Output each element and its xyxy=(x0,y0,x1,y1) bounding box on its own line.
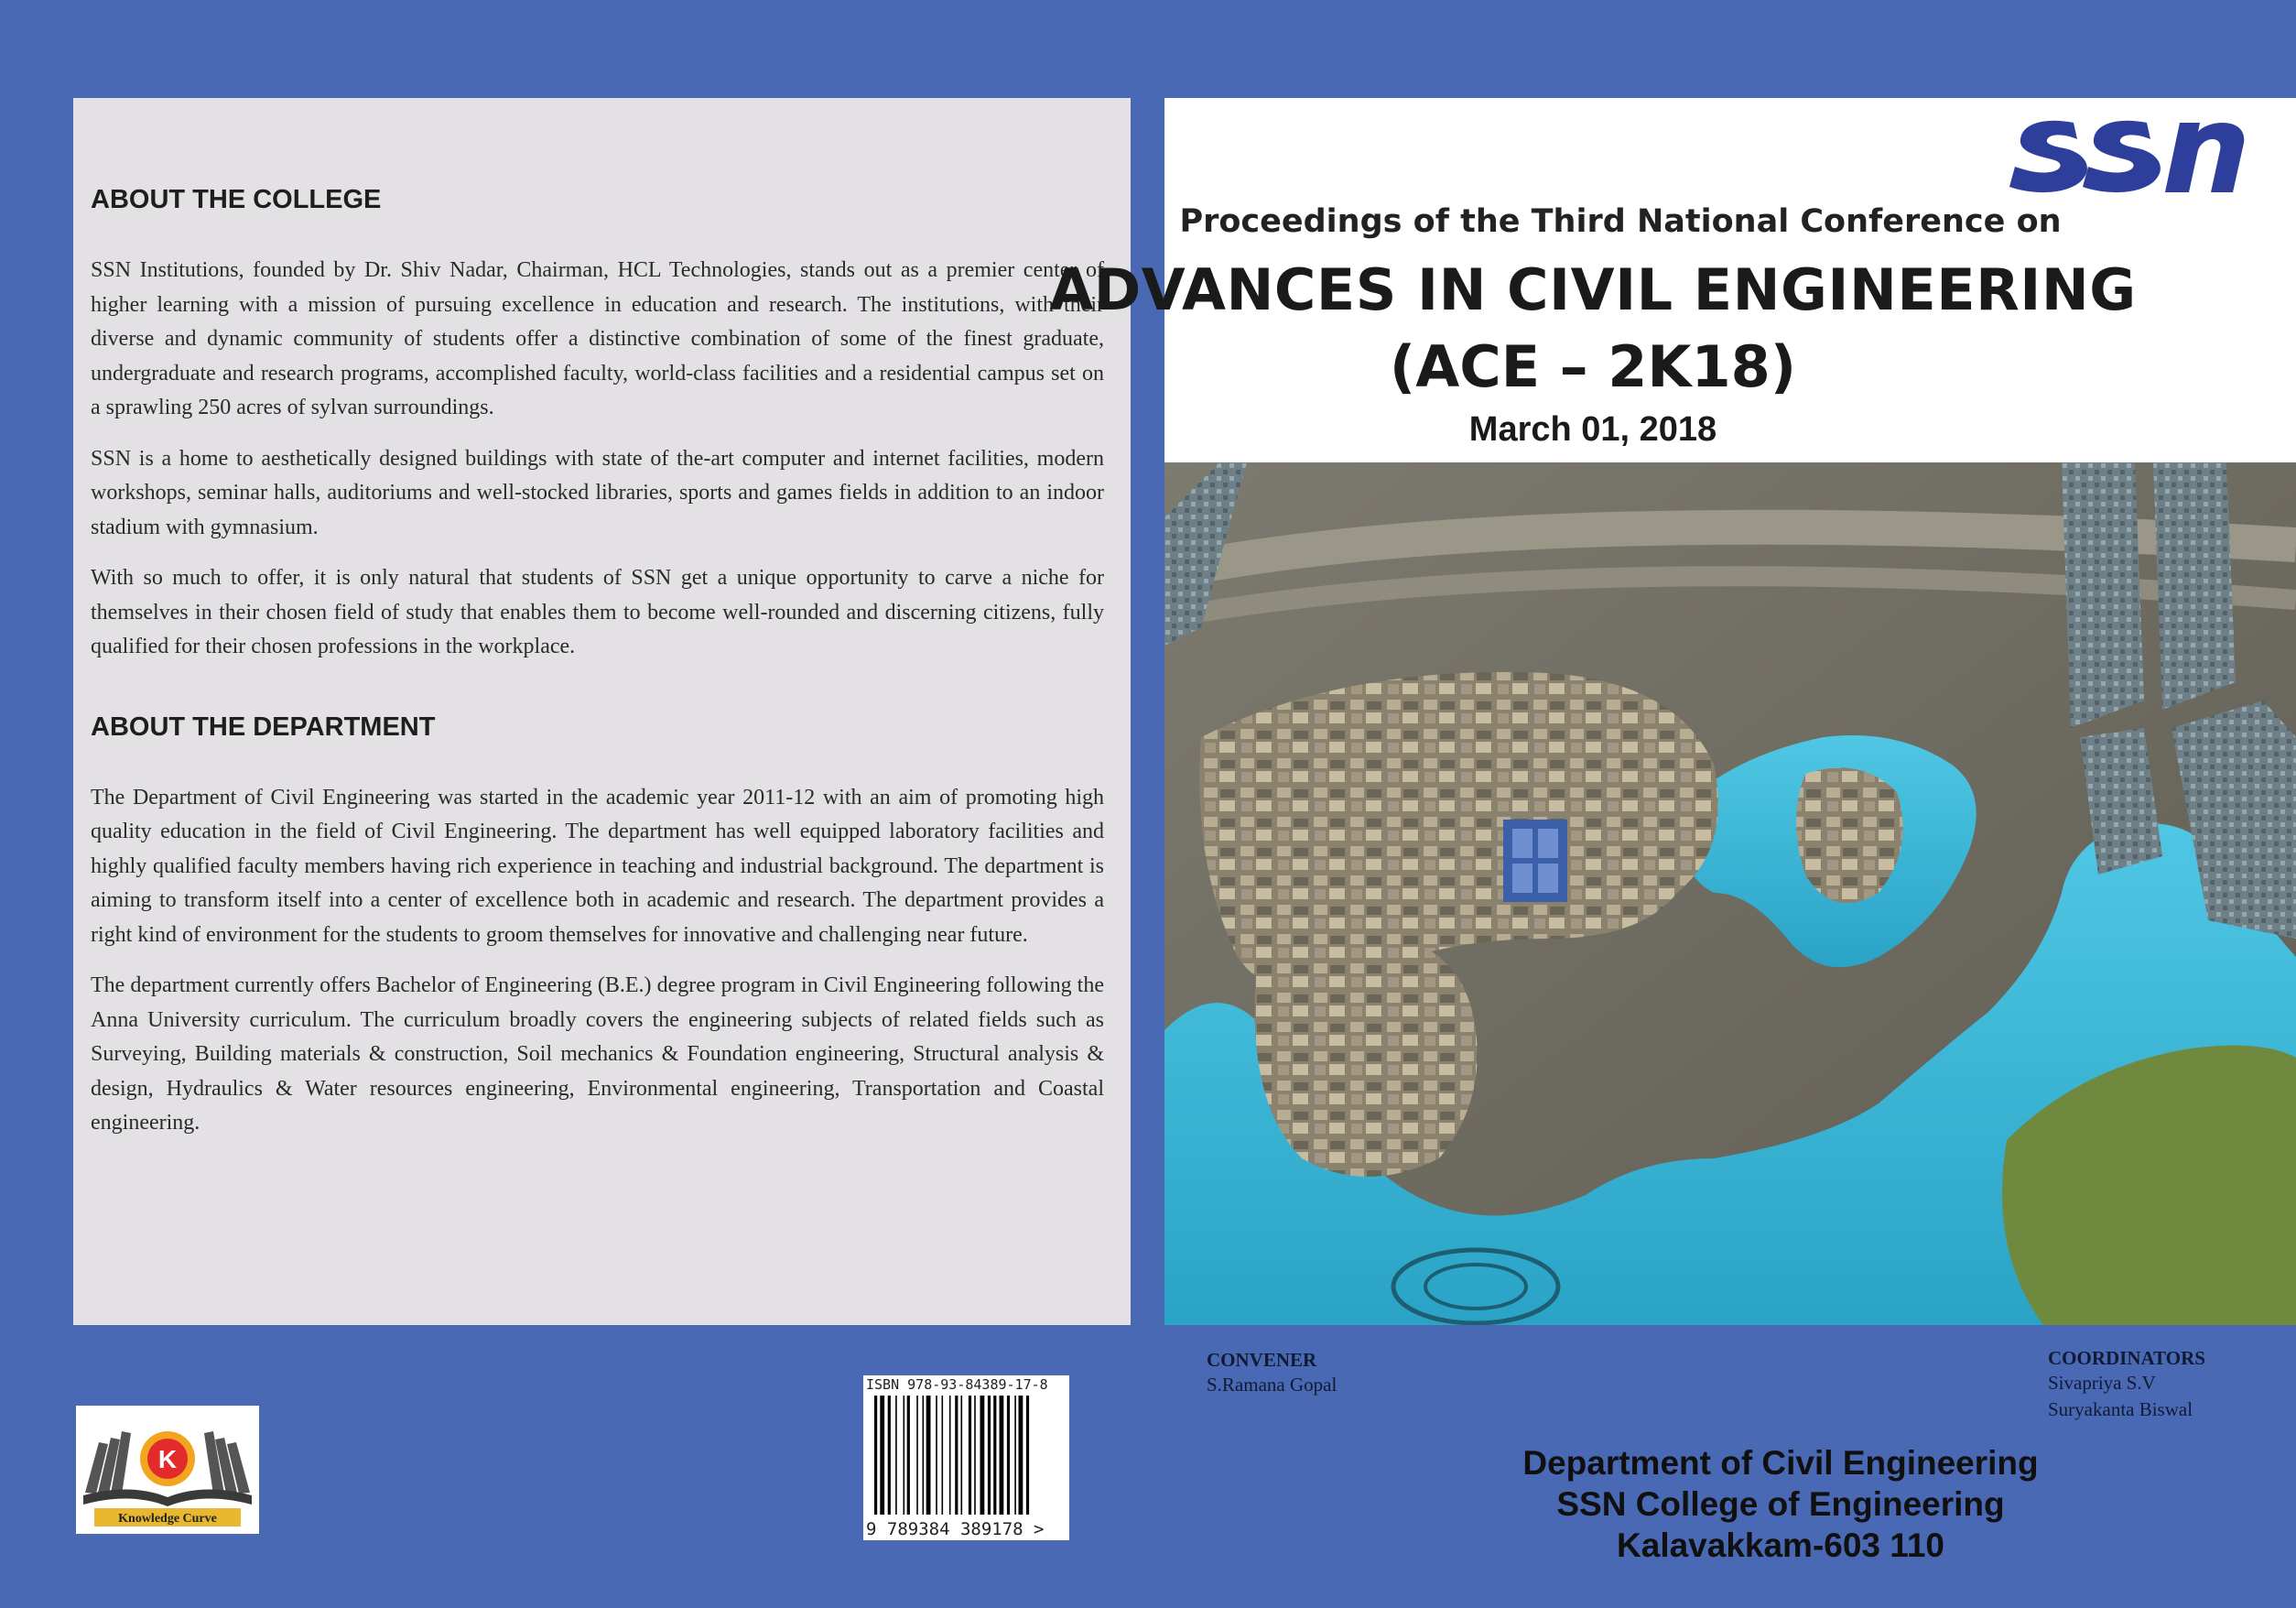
barcode-bar xyxy=(949,1396,951,1515)
isbn-bottom-text: 9 789384 389178 > xyxy=(866,1519,1045,1539)
barcode-bar xyxy=(916,1396,918,1515)
barcode-bar xyxy=(895,1396,897,1515)
about-college-heading: ABOUT THE COLLEGE xyxy=(91,185,382,214)
barcode-bar xyxy=(904,1396,905,1515)
barcode-bar xyxy=(880,1396,884,1515)
barcode-bar xyxy=(1019,1396,1023,1515)
conference-date: March 01, 2018 xyxy=(1468,410,1717,449)
logo-text: Knowledge Curve xyxy=(118,1512,217,1526)
department-name: Department of Civil Engineering xyxy=(1522,1444,2039,1482)
barcode-bar xyxy=(874,1396,877,1515)
barcode-bar xyxy=(1000,1396,1004,1515)
convener-label: CONVENER xyxy=(1207,1349,1317,1371)
back-cover-content xyxy=(91,185,1104,1157)
back-cover-panel xyxy=(73,98,1131,1325)
barcode-bar xyxy=(907,1396,910,1515)
publisher-logo xyxy=(76,1406,259,1534)
department-paragraph: The Department of Civil Engineering was started in the academic year 2011-12 with an aim of promoting high quality education in the field of Civil Engineering. The department has well equipped laboratory facilities and highly qualified faculty members having rich experience in teaching and industrial background. The department is aiming to transform itself into a center of excellence both in academic and research. The department provides a right kind of environment for the students to groom themselves for innovative and challenging near future. xyxy=(91,785,1104,947)
barcode-bar xyxy=(969,1396,971,1515)
proceedings-line: Proceedings of the Third National Conference on xyxy=(1179,203,2062,240)
college-paragraph: SSN is a home to aesthetically designed buildings with state of the-art computer and internet facilities, modern workshops, seminar halls, auditoriums and well-stocked libraries, sports and games fields in addition to an indoor stadium with gymnasium. xyxy=(91,446,1104,539)
college-paragraph: With so much to offer, it is only natural that students of SSN get a unique opportunity to carve a niche for themselves in their chosen field of study that enables them to become well-rounded and discerning citizens, fully qualified for their chosen professions in the workplace. xyxy=(91,566,1104,658)
logo-letter: K xyxy=(157,1445,178,1473)
department-paragraph: The department currently offers Bachelor of Engineering (B.E.) degree program in Civil Engineering following the Anna University curriculum. The curriculum broadly covers the engineering subjects of related fields such as Surveying, Building materials & construction, Soil mechanics & Foundation engineering, Structural analysis & design, Hydraulics & Water resources engineering, Environmental engineering, Transportation and Coastal engineering. xyxy=(91,973,1104,1135)
publisher-address-block xyxy=(1387,1442,2174,1566)
barcode-bar xyxy=(955,1396,958,1515)
barcode-bar xyxy=(993,1396,996,1515)
barcode-bar xyxy=(1014,1396,1016,1515)
barcode-bar xyxy=(961,1396,963,1515)
conference-acronym: (ACE – 2K18) xyxy=(1389,333,1797,400)
college-address: Kalavakkam-603 110 xyxy=(1617,1527,1944,1564)
convener-name: S.Ramana Gopal xyxy=(1207,1374,1338,1396)
open-book-icon xyxy=(76,1406,259,1534)
coordinators-label: COORDINATORS xyxy=(2048,1347,2205,1369)
isbn-barcode xyxy=(863,1375,1069,1540)
aerial-city-photo xyxy=(1164,462,2296,1325)
about-department-heading: ABOUT THE DEPARTMENT xyxy=(91,712,436,742)
barcode-bar xyxy=(936,1396,937,1515)
barcode-bar xyxy=(926,1396,931,1515)
barcode-bar xyxy=(988,1396,991,1515)
barcode-bar xyxy=(1007,1396,1010,1515)
conference-title: ADVANCES IN CIVIL ENGINEERING xyxy=(1049,256,2137,323)
coordinator-name: Sivapriya S.V xyxy=(2048,1372,2156,1394)
coordinator-name: Suryakanta Biswal xyxy=(2048,1398,2193,1420)
barcode-bar xyxy=(888,1396,891,1515)
isbn-top-text: ISBN 978-93-84389-17-8 xyxy=(866,1376,1048,1393)
barcode-bar xyxy=(980,1396,985,1515)
barcode-bar xyxy=(974,1396,976,1515)
barcode-bar xyxy=(923,1396,925,1515)
barcode-bar xyxy=(942,1396,944,1515)
ssn-logo xyxy=(2009,114,2249,198)
college-name: SSN College of Engineering xyxy=(1556,1485,2005,1523)
barcode-bar xyxy=(1026,1396,1029,1515)
college-paragraph: SSN Institutions, founded by Dr. Shiv Nadar, Chairman, HCL Technologies, stands out as a premier center of higher learning with a mission of pursuing excellence in education and research. The institutions, with their diverse and dynamic community of students offer a distinctive combination of some of the finest graduate, undergraduate and research programs, accomplished faculty, world-class facilities and a residential campus set on a sprawling 250 acres of sylvan surroundings. xyxy=(91,258,1104,419)
